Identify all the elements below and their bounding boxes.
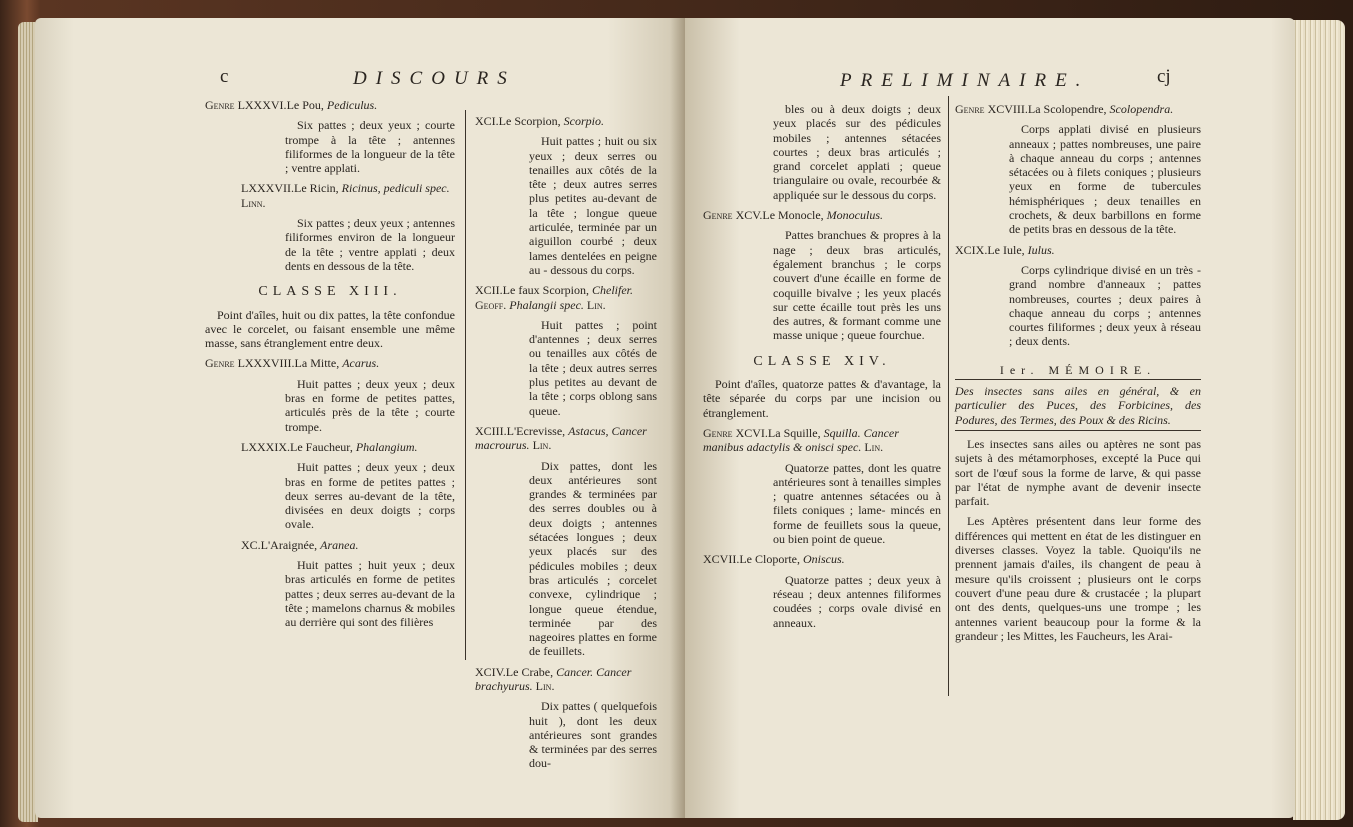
genus-latin: Ricinus, pediculi spec.: [341, 181, 450, 196]
genus-label: Genre: [955, 102, 988, 116]
right-page: [685, 18, 1295, 818]
right-column-2: [955, 96, 1201, 643]
genus-heading: [703, 208, 941, 222]
genus-author: Linn.: [241, 195, 266, 210]
genus-number: XCVI.: [735, 425, 768, 440]
genus-latin: Oniscus.: [802, 552, 845, 567]
genus-number: XCIV.: [475, 664, 506, 679]
genus-description: Quatorze pattes, dont les quatre antérieures sont à tenailles simples ; quatre antennes sétacées ou à filets coniques ; lame- mincés en forme de feuillets sous la queue, ou bien point de queue.: [773, 460, 941, 547]
left-page-number: c: [220, 66, 229, 87]
genus-name: La Scolopendre,: [1027, 102, 1110, 116]
genus-name: Le Faucheur,: [290, 439, 356, 454]
left-column-1: [205, 92, 455, 630]
genus-name: Le Pou,: [286, 98, 327, 112]
genus-description: Huit pattes ; huit ou six yeux ; deux serres ou tenailles aux côtés de la tête ; deux autres serres plus petites au-devant de la tête ; longue queue articulée, terminée par un aiguillon courbé ; deux lames dentelées en peigne au - dessous du corps.: [529, 134, 657, 277]
genus-latin: Astacus, Cancer macrourus.: [475, 423, 647, 453]
genus-heading: [475, 283, 657, 312]
genus-description: bles ou à deux doigts ; deux yeux placés sur des pédicules mobiles ; antennes sétacées courtes ; deux bras articulés ; grand corcelet applati ; queue triangulaire ou ovale, recourbée & appliquée sur le dessous du corps.: [773, 102, 941, 202]
paragraph: Les insectes sans ailes ou aptères ne sont pas sujets à des métamorphoses, excepté la Puce qui sort de l'œuf sous la forme de larve, & qui passe par l'état de nymphe avant de devenir insecte parfait.: [955, 436, 1201, 509]
paragraph: Point d'aîles, huit ou dix pattes, la tête confondue avec le corcelet, ou faisant ensemble une même masse, sans étranglement entre deux.: [205, 307, 455, 351]
genus-latin: Phalangii spec.: [509, 297, 584, 312]
genus-heading: [475, 665, 657, 694]
genus-description: Huit pattes ; huit yeux ; deux bras articulés en forme de petites pattes ; deux serres au-devant de la tête ; mamelons charnus & mobiles au derrière qui sont des filières: [285, 558, 455, 630]
class-heading: CLASSE XIV.: [753, 353, 891, 369]
genus-name: L'Araignée,: [260, 537, 321, 552]
genus-author: Lin.: [529, 438, 552, 453]
genus-heading: [205, 98, 455, 112]
genus-latin: Acarus.: [342, 356, 380, 371]
genus-number: LXXXVII.: [241, 181, 294, 196]
genus-heading: [475, 114, 657, 128]
right-running-head: PRELIMINAIRE.: [840, 70, 1090, 91]
genus-label: Genre: [205, 98, 238, 112]
left-running-head: DISCOURS: [353, 68, 516, 89]
genus-author: Lin.: [583, 297, 606, 312]
genus-number: LXXXVI.: [237, 98, 287, 112]
right-page-number: cj: [1157, 66, 1171, 87]
genus-number: LXXXIX.: [241, 439, 290, 454]
genus-latin: Iulus.: [1027, 242, 1055, 257]
genus-number: LXXXVIII.: [237, 356, 295, 371]
genus-name: Le Cloporte,: [739, 552, 803, 567]
genus-description: Six pattes ; deux yeux ; courte trompe à la tête ; antennes filiformes de la longueur de la tête ; ventre applati.: [285, 118, 455, 176]
genus-description: Six pattes ; deux yeux ; antennes filiformes environ de la longueur de la tête ; ventre applati ; deux dents en dessous de la tête.: [285, 216, 455, 273]
genus-label: Genre: [703, 425, 736, 440]
genus-description: Corps cylindrique divisé en un très - grand nombre d'anneaux ; pattes nombreuses, courtes ; deux paires à chaque anneau du corps ; antennes courtes filiformes ; deux yeux à réseau ; deux dents.: [1009, 262, 1201, 349]
genus-name: Le Ricin,: [294, 181, 342, 196]
genus-description: Quatorze pattes ; deux yeux à réseau ; deux antennes filiformes coudées ; corps ovale divisé en anneaux.: [773, 572, 941, 630]
genus-number: XCII.: [475, 283, 503, 298]
genus-number: XCIX.: [955, 242, 988, 257]
genus-description: Dix pattes, dont les deux antérieures sont grandes & terminées par des serres doubles ou à deux doigts ; antennes sétacées longues ; deux yeux placés sur des pédicules mobiles ; deux bras articulés ; corcelet convexe, cylindrique ; longue queue étendue, terminée par des nageoires plattes en forme de feuillets.: [529, 458, 657, 659]
genus-latin: Scolopendra.: [1109, 102, 1174, 116]
genus-heading: [703, 426, 941, 455]
right-column-1: [703, 96, 941, 630]
genus-name: Le Iule,: [987, 242, 1028, 257]
left-column-2: [475, 108, 657, 771]
genus-author: Geoff.: [475, 297, 510, 312]
right-page-edges: [1293, 20, 1345, 820]
memoire-heading: Ier. MÉMOIRE.: [955, 363, 1201, 380]
left-page: [35, 18, 685, 818]
genus-description: Huit pattes ; deux yeux ; deux bras en forme de petites pattes ; deux serres au-devant de la tête, divisées en deux doigts ; corps ovale.: [285, 460, 455, 532]
genus-latin: Monoculus.: [826, 208, 883, 223]
genus-latin: Pediculus.: [326, 98, 378, 112]
genus-number: XCVIII.: [987, 102, 1028, 116]
genus-heading: [205, 356, 455, 370]
class-heading: CLASSE XIII.: [258, 284, 402, 300]
genus-latin: Cancer. Cancer brachyurus.: [475, 664, 632, 693]
genus-number: XCVII.: [703, 552, 740, 567]
genus-description: Huit pattes ; deux yeux ; deux bras en forme de petites pattes, articulés près de la tête ; courte trompe.: [285, 376, 455, 434]
genus-name: Le Scorpion,: [498, 114, 564, 128]
genus-name: Le Monocle,: [762, 208, 827, 223]
memoire-subtitle: Des insectes sans ailes en général, & en particulier des Puces, des Forbicines, des Podures, des Termes, des Poux & des Ricins.: [955, 384, 1201, 431]
genus-heading: [955, 102, 1201, 116]
genus-latin: Phalangium.: [355, 439, 418, 454]
genus-description: Huit pattes ; point d'antennes ; deux serres ou tenailles aux côtés de la tête ; deux autres serres plus petites au devant de la tête ; corps oblong sans queue.: [529, 317, 657, 418]
genus-name: L'Ecrevisse,: [506, 423, 569, 438]
paragraph: Les Aptères présentent dans leur forme des différences qui mettent en état de les distinguer en diverses classes. Voyez la table. Quoiqu'ils ne prennent jamais d'ailes, ils changent de peau à mesure qu'ils croissent ; plusieurs ont le corps couvert d'une peau dure & crustacée ; la plupart ont des dents, quelques-uns une trompe ; les antennes varient beaucoup pour la forme & la grandeur ; les Mittes, les Faucheurs, les Arai-: [955, 514, 1201, 643]
genus-latin: Squilla. Cancer manibus adactylis & onisci spec.: [703, 425, 899, 455]
genus-latin: Aranea.: [320, 537, 359, 552]
genus-number: XCI.: [475, 114, 499, 128]
genus-heading: [475, 424, 657, 453]
column-divider: [948, 96, 949, 696]
genus-heading: [205, 538, 455, 552]
column-divider: [465, 110, 466, 660]
genus-number: XCIII.: [475, 423, 507, 438]
genus-description: Corps applati divisé en plusieurs anneaux ; pattes nombreuses, une paire à chaque anneau du corps ; antennes sétacées ou à filets coniques ; plusieurs yeux en forme de tubercules hémisphériques ; deux tenailles en crochets, & deux barbillons en forme de petits bras en dessous de la tête.: [1009, 122, 1201, 237]
genus-label: Genre: [205, 356, 238, 371]
genus-heading: [703, 552, 941, 566]
genus-name: Le Crabe,: [505, 664, 557, 679]
genus-label: Genre: [703, 208, 736, 223]
genus-heading: [205, 440, 455, 454]
paragraph: Point d'aîles, quatorze pattes & d'avantage, la tête séparée du corps par une incision ou étranglement.: [703, 377, 941, 420]
genus-description: Pattes branchues & propres à la nage ; deux bras articulés, également branchus ; le corps couvert d'une écaille en forme de coquille bivalve ; les yeux placés sur cette écaille tout près les uns des autres, & formant comme une masse unique ; queue fourchue.: [773, 228, 941, 343]
genus-number: XCV.: [735, 208, 763, 223]
genus-number: XC.: [241, 537, 261, 552]
genus-description: Dix pattes ( quelquefois huit ), dont les deux antérieures sont grandes & terminées par des serres dou-: [529, 699, 657, 771]
genus-latin: Chelifer.: [591, 283, 633, 298]
genus-name: Le faux Scorpion,: [502, 283, 592, 298]
genus-heading: [205, 181, 455, 210]
genus-heading: [955, 243, 1201, 257]
genus-name: La Squille,: [767, 425, 824, 440]
genus-author: Lin.: [532, 678, 555, 693]
genus-latin: Scorpio.: [563, 114, 605, 128]
genus-name: La Mitte,: [294, 356, 343, 371]
genus-author: Lin.: [861, 440, 884, 455]
